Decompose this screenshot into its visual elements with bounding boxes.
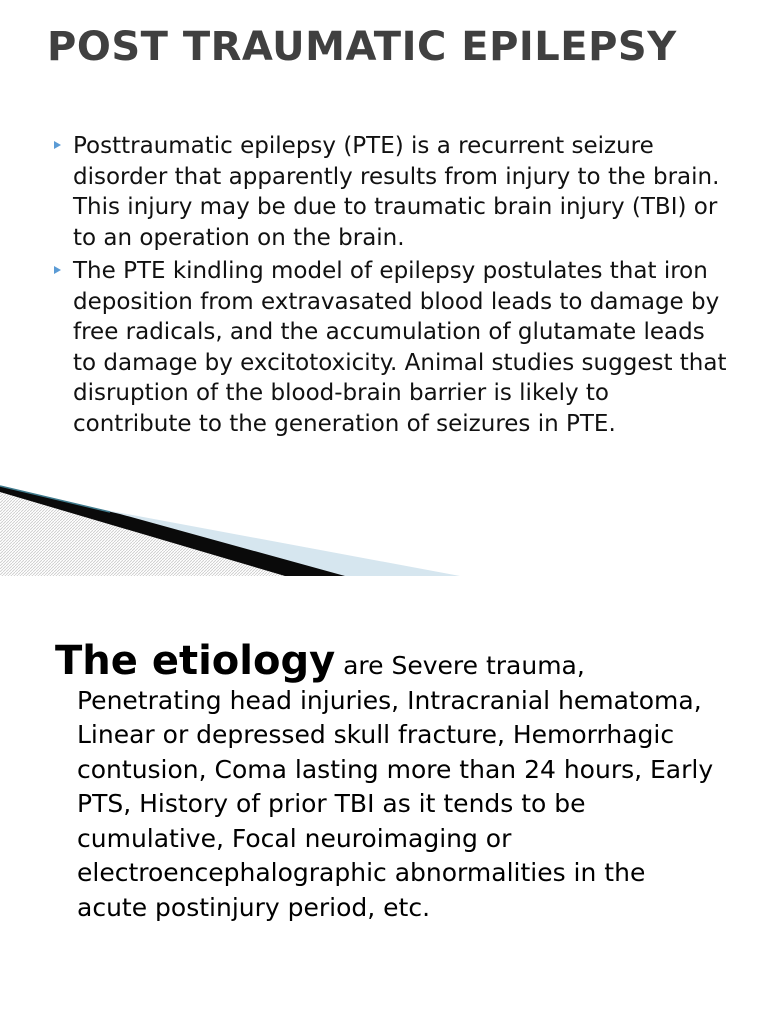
bullet-text: The PTE kindling model of epilepsy postulates that iron deposition from extravasated blood leads to damage by free radicals, and the accumulation of glutamate leads to damage by excitotoxicity. Animal studies suggest that disruption of the blood-brain barrier is likely to contribute to the generation of seizures in PTE. xyxy=(73,258,727,437)
etiology-heading: The etiology xyxy=(55,638,336,684)
slide-title: POST TRAUMATIC EPILEPSY xyxy=(47,24,677,70)
bullet-item xyxy=(52,256,732,439)
bullet-list xyxy=(52,131,732,442)
etiology-body: Penetrating head injuries, Intracranial hematoma, Linear or depressed skull fracture, Hemorrhagic contusion, Coma lasting more than 24 hours, Early PTS, History of prior TBI as it tends to be cumulative, Focal neuroimaging or electroencephalographic abnormalities in the acute postinjury period, etc. xyxy=(77,685,714,922)
triangle-bullet-icon xyxy=(54,141,61,149)
triangle-bullet-icon xyxy=(54,266,61,274)
etiology-paragraph xyxy=(55,638,715,925)
decorative-swoosh-graphic xyxy=(0,476,460,576)
bullet-text: Posttraumatic epilepsy (PTE) is a recurrent seizure disorder that apparently results from injury to the brain. This injury may be due to traumatic brain injury (TBI) or to an operation on the brain. xyxy=(73,133,720,251)
etiology-first-line-text: are Severe trauma, xyxy=(335,651,585,680)
bullet-item xyxy=(52,131,732,253)
etiology-first-line xyxy=(55,638,715,684)
slide-2 xyxy=(0,576,768,1024)
